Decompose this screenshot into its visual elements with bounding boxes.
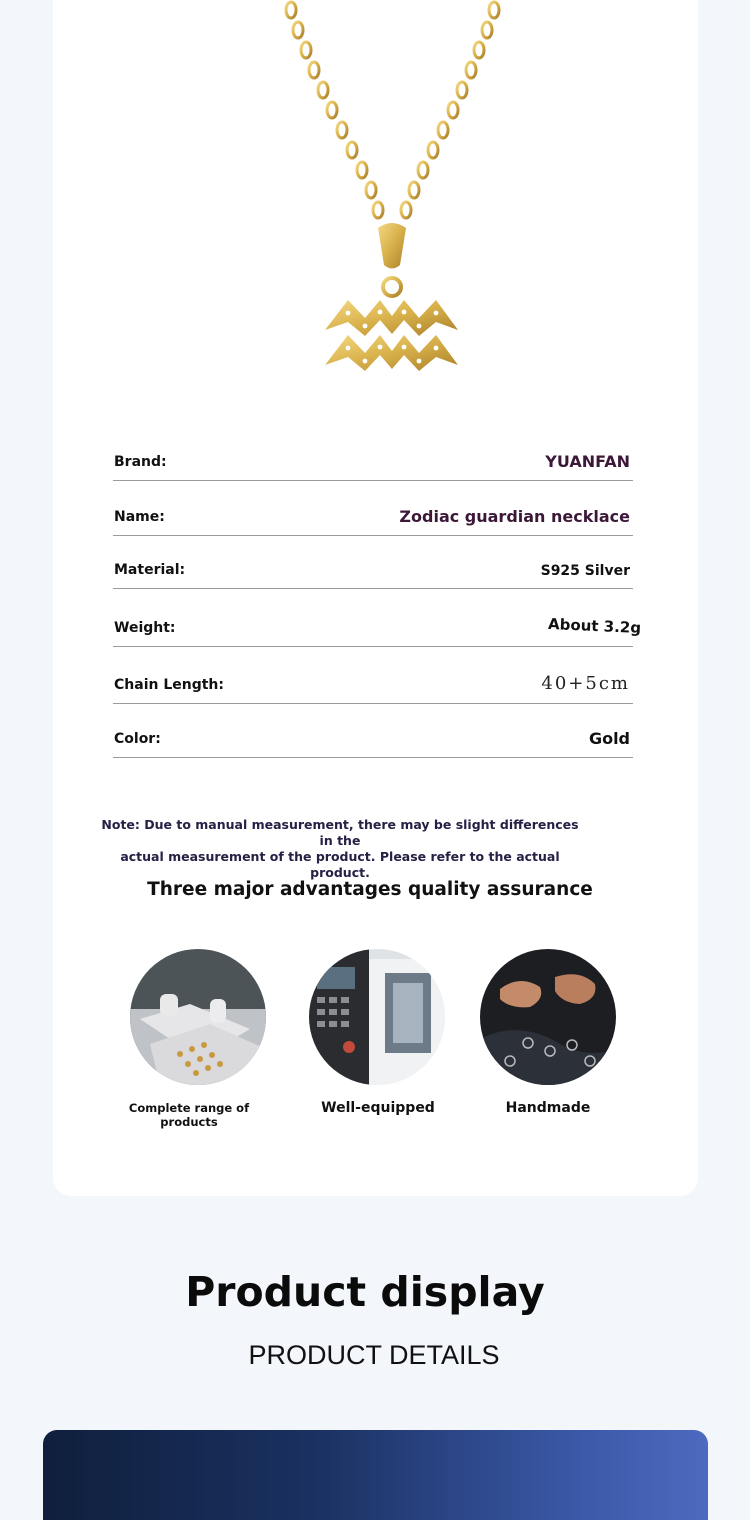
color-value: Gold — [588, 729, 630, 748]
brand-value: YUANFAN — [545, 452, 630, 471]
chain-length-label: Chain Length: — [114, 677, 224, 693]
spec-row-weight — [113, 614, 642, 647]
note-line-2: actual measurement of the product. Please refer to the actual product. — [120, 849, 560, 880]
weight-value: About 3.2g — [547, 614, 642, 637]
material-label: Material: — [114, 562, 186, 578]
brand-label: Brand: — [114, 454, 167, 470]
measurement-note — [95, 817, 585, 881]
jewelry-display-photo — [130, 949, 266, 1085]
advantages-title: Three major advantages quality assurance — [147, 879, 593, 900]
spec-row-name — [113, 505, 633, 536]
necklace-product-image — [270, 0, 510, 380]
spec-row-chain-length — [113, 673, 633, 704]
color-label: Color: — [114, 731, 161, 747]
adv-label-well-equipped: Well-equipped — [321, 1100, 435, 1116]
product-display-title: Product display — [185, 1268, 545, 1316]
spec-row-brand — [113, 450, 633, 481]
product-details-banner-image — [43, 1430, 708, 1520]
spec-row-color — [113, 727, 633, 758]
note-line-1: Note: Due to manual measurement, there may be slight differences in the — [101, 817, 579, 848]
chain-length-value: 40+5cm — [541, 673, 630, 694]
spec-row-material — [113, 558, 633, 589]
name-label: Name: — [114, 509, 165, 525]
cnc-machine-photo — [309, 949, 445, 1085]
product-details-subtitle: PRODUCT DETAILS — [248, 1340, 500, 1370]
material-value: S925 Silver — [540, 563, 630, 579]
adv-label-complete-range: Complete range of products — [128, 1101, 250, 1129]
weight-label: Weight: — [114, 620, 176, 636]
hands-crafting-photo — [480, 949, 616, 1085]
name-value: Zodiac guardian necklace — [399, 507, 630, 526]
adv-label-handmade: Handmade — [505, 1100, 591, 1116]
